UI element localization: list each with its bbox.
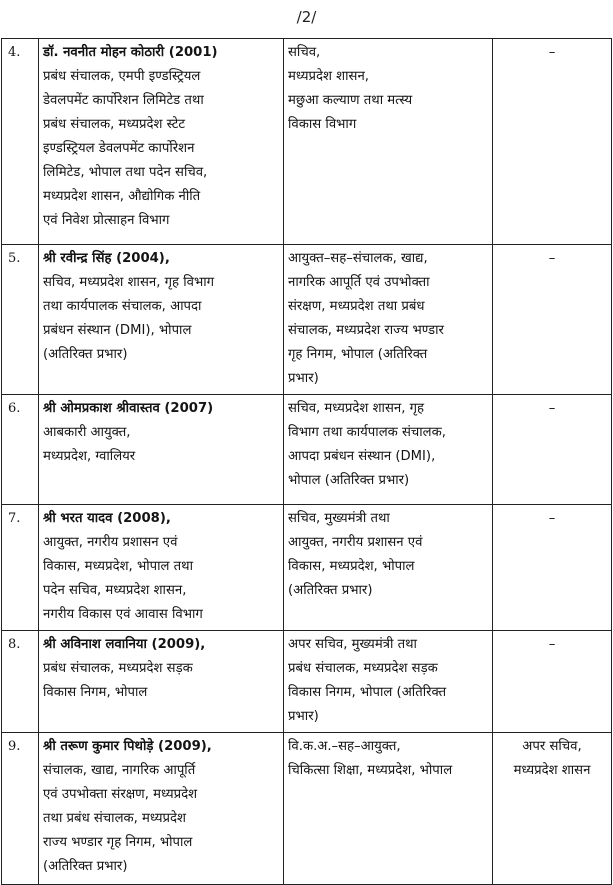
new-posting-cell: [284, 39, 493, 245]
officer-current-posting-cell: [39, 733, 284, 885]
current-posting-line: (अतिरिक्त प्रभार): [43, 347, 128, 362]
remarks-line: –: [548, 511, 556, 526]
remarks-cell: [493, 245, 612, 395]
new-posting-cell: [284, 631, 493, 733]
new-posting-line: वि.क.अ.–सह–आयुक्त,: [288, 739, 401, 754]
new-posting-cell: [284, 505, 493, 631]
current-posting-line: (अतिरिक्त प्रभार): [43, 859, 128, 874]
remarks-line: –: [548, 45, 556, 60]
current-posting-line: लिमिटेड, भोपाल तथा पदेन सचिव,: [43, 165, 208, 180]
new-posting-line: सचिव, मुख्यमंत्री तथा: [288, 511, 390, 526]
new-posting-line: संरक्षण, मध्यप्रदेश तथा प्रबंध: [288, 299, 425, 314]
current-posting-line: प्रबंधन संस्थान (DMI), भोपाल: [43, 323, 192, 338]
officer-current-posting-cell: [39, 631, 284, 733]
remarks-cell: [493, 733, 612, 885]
new-posting-line: गृह निगम, भोपाल (अतिरिक्त: [288, 347, 428, 362]
new-posting-cell: [284, 733, 493, 885]
new-posting-line: आयुक्त, नगरीय प्रशासन एवं: [288, 535, 423, 550]
new-posting-line: आपदा प्रबंधन संस्थान (DMI),: [288, 449, 436, 464]
new-posting-line: सचिव, मध्यप्रदेश शासन, गृह: [288, 401, 425, 416]
current-posting-line: संचालक, खाद्य, नागरिक आपूर्ति: [43, 763, 196, 778]
page-number: /2/: [296, 8, 317, 26]
officer-name: डॉ. नवनीत मोहन कोठारी (2001): [43, 45, 218, 60]
current-posting-line: आबकारी आयुक्त,: [43, 425, 131, 440]
serial-number: 7.: [2, 505, 39, 631]
officer-name: श्री अविनाश लवानिया (2009),: [43, 637, 206, 652]
remarks-cell: [493, 39, 612, 245]
new-posting-line: संचालक, मध्यप्रदेश राज्य भण्डार: [288, 323, 444, 338]
current-posting-line: मध्यप्रदेश शासन, औद्योगिक नीति: [43, 189, 201, 204]
new-posting-line: सचिव,: [288, 45, 321, 60]
remarks-line: –: [548, 637, 556, 652]
officer-name: श्री तरूण कुमार पिथोड़े (2009),: [43, 739, 212, 754]
current-posting-line: तथा प्रबंध संचालक, मध्यप्रदेश: [43, 811, 187, 826]
current-posting-line: एवं उपभोक्ता संरक्षण, मध्यप्रदेश: [43, 787, 198, 802]
new-posting-line: मछुआ कल्याण तथा मत्स्य: [288, 93, 413, 108]
current-posting-line: डेवलपमेंट कार्पोरेशन लिमिटेड तथा: [43, 93, 204, 108]
serial-number: 5.: [2, 245, 39, 395]
current-posting-line: तथा कार्यपालक संचालक, आपदा: [43, 299, 202, 314]
current-posting-line: पदेन सचिव, मध्यप्रदेश शासन,: [43, 583, 187, 598]
serial-number: 9.: [2, 733, 39, 885]
officer-current-posting-cell: [39, 505, 284, 631]
new-posting-line: भोपाल (अतिरिक्त प्रभार): [288, 473, 410, 488]
table-row: [2, 245, 612, 395]
table-row: [2, 395, 612, 505]
serial-number: 4.: [2, 39, 39, 245]
remarks-line: –: [548, 401, 556, 416]
officer-name: श्री रवीन्द्र सिंह (2004),: [43, 251, 170, 266]
table-row: [2, 733, 612, 885]
new-posting-line: प्रभार): [288, 371, 319, 386]
current-posting-line: मध्यप्रदेश, ग्वालियर: [43, 449, 136, 464]
officer-name: श्री ओमप्रकाश श्रीवास्तव (2007): [43, 401, 214, 416]
remarks-line: अपर सचिव,: [522, 739, 582, 754]
current-posting-line: राज्य भण्डार गृह निगम, भोपाल: [43, 835, 193, 850]
current-posting-line: आयुक्त, नगरीय प्रशासन एवं: [43, 535, 178, 550]
new-posting-line: आयुक्त–सह–संचालक, खाद्य,: [288, 251, 428, 266]
new-posting-cell: [284, 245, 493, 395]
current-posting-line: विकास निगम, भोपाल: [43, 685, 148, 700]
current-posting-line: सचिव, मध्यप्रदेश शासन, गृह विभाग: [43, 275, 215, 290]
new-posting-line: नागरिक आपूर्ति एवं उपभोक्ता: [288, 275, 430, 290]
new-posting-line: विभाग तथा कार्यपालक संचालक,: [288, 425, 446, 440]
table-row: [2, 39, 612, 245]
remarks-cell: [493, 395, 612, 505]
remarks-line: –: [548, 251, 556, 266]
current-posting-line: प्रबंध संचालक, मध्यप्रदेश सड़क: [43, 661, 193, 676]
officer-current-posting-cell: [39, 245, 284, 395]
table-row: [2, 631, 612, 733]
new-posting-line: प्रबंध संचालक, मध्यप्रदेश सड़क: [288, 661, 438, 676]
remarks-line: मध्यप्रदेश शासन: [513, 763, 591, 778]
current-posting-line: प्रबंध संचालक, मध्यप्रदेश स्टेट: [43, 117, 186, 132]
new-posting-line: मध्यप्रदेश शासन,: [288, 69, 369, 84]
officer-name: श्री भरत यादव (2008),: [43, 511, 171, 526]
serial-number: 6.: [2, 395, 39, 505]
new-posting-line: अपर सचिव, मुख्यमंत्री तथा: [288, 637, 417, 652]
new-posting-line: चिकित्सा शिक्षा, मध्यप्रदेश, भोपाल: [288, 763, 453, 778]
officer-current-posting-cell: [39, 395, 284, 505]
new-posting-cell: [284, 395, 493, 505]
current-posting-line: एवं निवेश प्रोत्साहन विभाग: [43, 213, 170, 228]
remarks-cell: [493, 631, 612, 733]
current-posting-line: इण्डस्ट्रियल डेवलपमेंट कार्पोरेशन: [43, 141, 195, 156]
new-posting-line: प्रभार): [288, 709, 319, 724]
new-posting-line: विकास, मध्यप्रदेश, भोपाल: [288, 559, 415, 574]
new-posting-line: (अतिरिक्त प्रभार): [288, 583, 373, 598]
current-posting-line: प्रबंध संचालक, एमपी इण्डस्ट्रियल: [43, 69, 201, 84]
officer-current-posting-cell: [39, 39, 284, 245]
serial-number: 8.: [2, 631, 39, 733]
table-row: [2, 505, 612, 631]
table-body: [2, 39, 612, 885]
new-posting-line: विकास विभाग: [288, 117, 357, 132]
transfer-orders-table: [1, 38, 612, 885]
current-posting-line: नगरीय विकास एवं आवास विभाग: [43, 607, 203, 622]
remarks-cell: [493, 505, 612, 631]
current-posting-line: विकास, मध्यप्रदेश, भोपाल तथा: [43, 559, 194, 574]
new-posting-line: विकास निगम, भोपाल (अतिरिक्त: [288, 685, 447, 700]
